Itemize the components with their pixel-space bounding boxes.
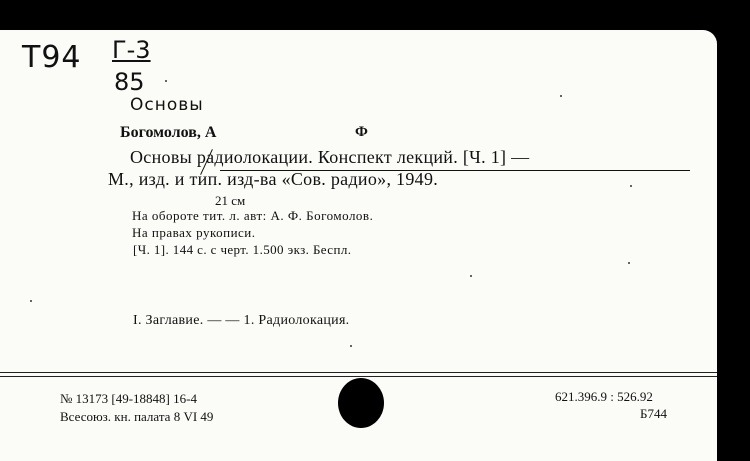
punch-hole xyxy=(338,378,384,428)
top-scan-border xyxy=(0,0,750,30)
handwritten-title: Основы xyxy=(130,95,204,115)
shelf-numerator: Г-3 xyxy=(112,36,151,64)
note-manuscript: На правах рукописи. xyxy=(132,225,256,240)
speck xyxy=(30,300,32,302)
pagination: [Ч. 1]. 144 с. с черт. 1.500 экз. Беспл. xyxy=(133,242,352,257)
author-initial: Ф xyxy=(355,124,368,140)
title-statement: Основы радиолокации. Конспект лекций. [Ч. 1] — xyxy=(130,147,530,167)
speck xyxy=(630,185,632,187)
note-author: На обороте тит. л. авт: А. Ф. Богомолов. xyxy=(132,208,374,223)
shelf-denominator: 85 xyxy=(114,68,145,96)
tracings: I. Заглавие. — — 1. Радиолокация. xyxy=(133,313,350,328)
card-number: № 13173 [49-18848] 16-4 xyxy=(60,391,197,406)
speck xyxy=(350,345,352,347)
imprint: М., изд. и тип. изд-ва «Сов. радио», 1949. xyxy=(108,169,439,189)
speck xyxy=(470,275,472,277)
speck xyxy=(165,80,167,82)
classification-code: 621.396.9 : 526.92 xyxy=(555,389,653,404)
chamber-date: Всесоюз. кн. палата 8 VI 49 xyxy=(60,409,214,424)
speck xyxy=(560,95,562,97)
shelf-mark: T94 xyxy=(22,40,82,75)
footer-rule-top xyxy=(0,372,717,373)
author-mark: Б744 xyxy=(640,406,667,421)
footer-rule-bottom xyxy=(0,376,717,377)
right-scan-border xyxy=(717,30,750,461)
size-statement: 21 см xyxy=(215,193,246,208)
author-heading: Богомолов, А xyxy=(120,124,217,141)
speck xyxy=(628,262,630,264)
